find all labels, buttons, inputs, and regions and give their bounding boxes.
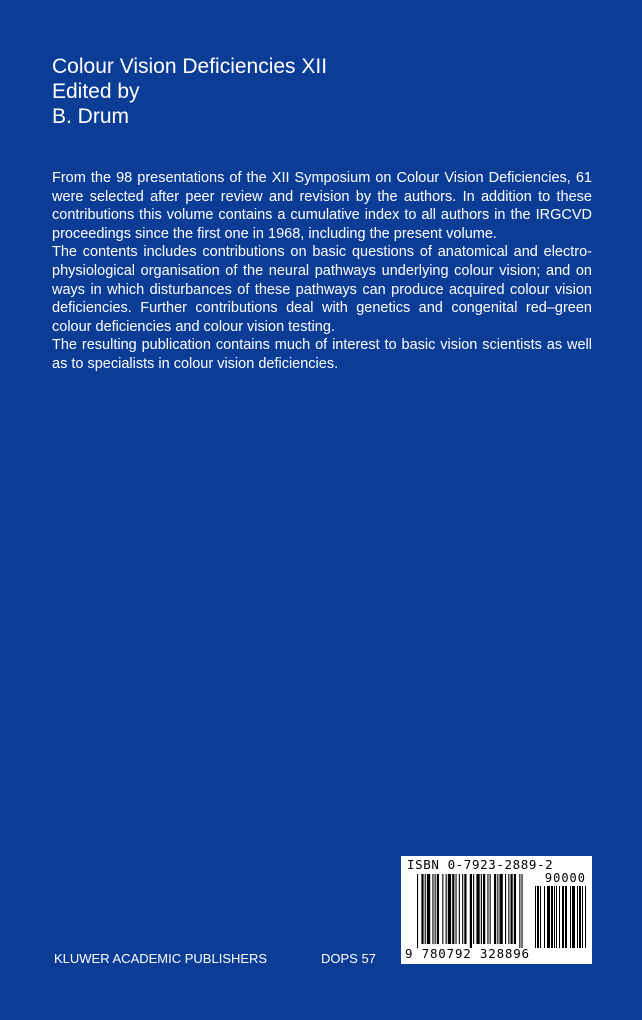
ean-digits: 9 780792 328896: [405, 946, 530, 961]
blurb-paragraph-2: The contents includes contributions on basic questions of anatomical and electro-physiological organisation of the neural pathways underlying colour vision; and on ways in which disturbances of these pathways can produce acquired colour vision deficiencies. Further contributions deal with genetics and congenital red–green colour deficiencies and colour vision testing.: [52, 244, 592, 335]
blurb-paragraph-1: From the 98 presentations of the XII Symposium on Colour Vision Deficiencies, 61 were selected after peer review and revision by the authors. In addition to these contributions this volume contains a cumulative index to all authors in the IRGCVD proceedings since the first one in 1968, including the present volume.: [52, 170, 592, 242]
price-addon-digits: 90000: [544, 871, 586, 885]
blurb-paragraph-3: The resulting publication contains much of interest to basic vision scientists as well as to specialists in colour vision deficiencies.: [52, 337, 592, 372]
description-blurb: [52, 169, 592, 374]
isbn-text: ISBN 0-7923-2889-2: [407, 857, 554, 872]
isbn-barcode: [401, 856, 592, 964]
editor-name: B. Drum: [52, 105, 130, 128]
book-title: Colour Vision Deficiencies XII: [52, 55, 328, 78]
edited-by-label: Edited by: [52, 80, 140, 103]
series-code: DOPS 57: [321, 951, 376, 966]
publisher-name: KLUWER ACADEMIC PUBLISHERS: [54, 951, 268, 966]
title-block: [52, 54, 552, 129]
